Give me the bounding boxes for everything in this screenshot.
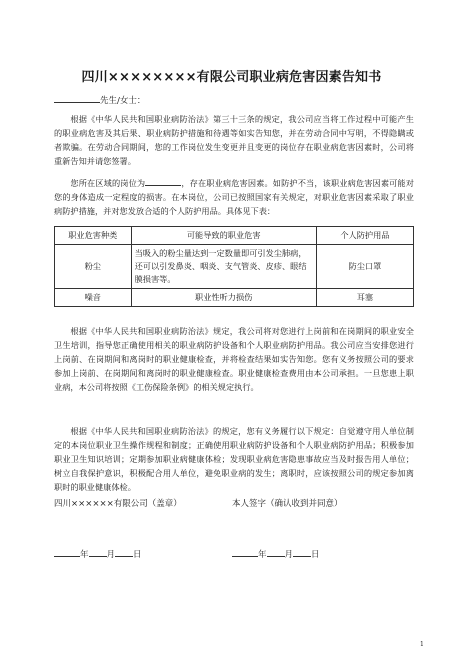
paragraph-training-exam: 根据《中华人民共和国职业病防治法》规定，我公司将对您进行上岗前和在岗期间的职业安全卫生培训，指导您正确使用相关的职业病防护设备和个人职业病防护用品。我公司应当安排您进行上岗前、在岗期间和离岗时的职业健康检查，并将检查结果如实告知您。您有义务按照公司的要求参加上岗前、在岗期间和离岗时的职业健康检查。职业健康检查费用由本公司承担。一旦您患上职业病，本公司将按照《工伤保险条例》的相关规定执行。 bbox=[54, 326, 414, 392]
salutation-text: 先生/女士： bbox=[100, 96, 146, 106]
table-row bbox=[55, 289, 414, 307]
post-text-before: 您所在区域的岗位为 bbox=[70, 178, 146, 188]
hazard-type-cell: 粉尘 bbox=[55, 245, 132, 289]
month-label: 月 bbox=[284, 550, 294, 560]
ppe-cell: 耳塞 bbox=[316, 289, 413, 307]
page-number: 1 bbox=[420, 641, 424, 648]
header-possible-harm: 可能导致的职业危害 bbox=[131, 227, 316, 245]
document-title: 四川××××××××有限公司职业病危害因素告知书 bbox=[81, 70, 382, 85]
day-label: 日 bbox=[133, 550, 142, 560]
ppe-cell: 防尘口罩 bbox=[316, 245, 413, 289]
month-blank[interactable] bbox=[267, 556, 285, 557]
month-label: 月 bbox=[106, 550, 116, 560]
header-hazard-type: 职业危害种类 bbox=[55, 227, 132, 245]
table-row bbox=[55, 245, 414, 289]
post-text-after: ，存在职业病危害因素。如防护不当，该职业病危害因素可能对您的身体造成一定程度的损害。在本岗位，公司已按照国家有关规定，对职业危害因素采取了职业病防护措施，并对您发放合适的个人防护用品。具体见下表： bbox=[54, 178, 414, 216]
year-blank[interactable] bbox=[54, 556, 80, 557]
paragraph-post-hazard bbox=[54, 176, 414, 218]
day-label: 日 bbox=[311, 550, 320, 560]
post-blank[interactable] bbox=[145, 185, 181, 186]
month-blank[interactable] bbox=[89, 556, 107, 557]
header-ppe: 个人防护用品 bbox=[316, 227, 413, 245]
salutation bbox=[54, 94, 145, 106]
employee-date-line bbox=[232, 548, 320, 560]
possible-harm-cell: 职业性听力损伤 bbox=[131, 289, 316, 307]
year-blank[interactable] bbox=[232, 556, 258, 557]
employee-signature-line: 本人签字（确认收到并同意） bbox=[232, 499, 343, 509]
company-date-line bbox=[54, 548, 142, 560]
hazard-type-cell: 噪音 bbox=[55, 289, 132, 307]
day-blank[interactable] bbox=[115, 556, 133, 557]
paragraph-legal-basis: 根据《中华人民共和国职业病防治法》第三十三条的规定，我公司应当将工作过程中可能产生的职业病危害及其后果、职业病防护措施和待遇等如实告知您，并在劳动合同中写明，不得隐瞒或者欺骗。在劳动合同期间，您的工作岗位发生变更并且变更的岗位存在职业病危害因素时，公司将重新告知并请您签署。 bbox=[54, 114, 414, 166]
hazard-table bbox=[54, 226, 414, 307]
year-label: 年 bbox=[80, 550, 89, 560]
paragraph-employee-duties: 根据《中华人民共和国职业病防治法》的规定，您有义务履行以下规定：自觉遵守用人单位制定的本岗位职业卫生操作规程和制度；正确使用职业病防护设备和个人职业病防护用品；积极参加职业卫生知识培训；定期参加职业病健康体检；发现职业病危害隐患事故应当及时报告用人单位；树立自我保护意识，积极配合用人单位，避免职业病的发生；离职时，应该按照公司的规定参加离职时的职业健康体检。 bbox=[54, 426, 414, 492]
year-label: 年 bbox=[258, 550, 267, 560]
hazard-table-header bbox=[55, 227, 414, 245]
company-seal-line: 四川××××××有限公司（盖章） bbox=[54, 499, 182, 509]
possible-harm-cell: 当吸入的粉尘量达到一定数量即可引发尘肺病，还可以引发鼻炎、咽炎、支气管炎、皮疹、眼结膜损害等。 bbox=[131, 245, 316, 289]
day-blank[interactable] bbox=[293, 556, 311, 557]
name-blank[interactable] bbox=[54, 102, 100, 103]
